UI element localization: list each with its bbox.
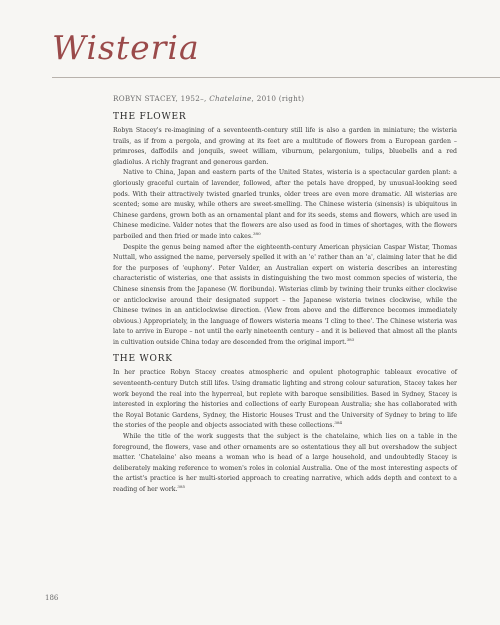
paragraph: While the title of the work suggests that the subject is the chatelaine, which lies on a table in the foreground, the flowers, vase and other ornaments are so ostentatious they all but overshadow the subject matter. 'Chatelaine' also means a woman who is head of a large household, and undoubtedly Stacey is deliberately making reference to women's roles in colonial Australia. One of the most interesting aspects of the artist's practice is her multi-storied approach to creating narrative, which adds depth and context to a reading of her work.$^{385}$ (113, 433, 457, 493)
page-number: 186 (45, 594, 59, 602)
credit-separator: , (204, 94, 207, 103)
credit-work-title: Chatelaine (209, 94, 252, 103)
paragraph: Robyn Stacey's re-imagining of a seventeenth-century still life is also a garden in miniature; the wisteria trails, as if from a pergola, and growing at its feet are a multitude of flowers from a European garden – primroses, daffodils and jonquils, sweet william, viburnum, pelargonium, tulips, bluebells and a red gladiolus. A richly fragrant and generous garden. (113, 127, 457, 166)
section-the-flower (113, 112, 457, 348)
section-heading: THE WORK (113, 354, 173, 365)
footnote-ref: 380 (253, 230, 261, 236)
paragraph: Native to China, Japan and eastern parts of the United States, wisteria is a spectacular garden plant: a gloriously graceful curtain of lavender, followed, after the petals have dropped, by unusual-looking seed pods. With their attractively twisted gnarled trunks, older trees are even more dramatic. All wisterias are scented; some are musky, while others are sweet-smelling. The Chinese wisteria (sinensis) is ubiquitous in Chinese gardens, grown both as an ornamental plant and for its seeds, stems and flowers, which are used in Chinese medicine. Valder notes that the flowers are also used as food in times of shortages, with the flowers parboiled and then fried or made into cakes.$^{380}$ (113, 169, 457, 240)
credit-artist: ROBYN STACEY, 1952– (113, 94, 205, 103)
page-title: Wisteria (52, 28, 200, 67)
section-the-work (113, 354, 457, 495)
credit-year-position: , 2010 (right) (251, 94, 305, 103)
section-heading: THE FLOWER (113, 112, 187, 122)
footnote-ref: 385 (177, 483, 186, 489)
footnote-ref: 384 (334, 420, 343, 426)
title-rule (52, 77, 500, 78)
artwork-credit (113, 94, 304, 103)
main-text (113, 106, 457, 496)
paragraph: In her practice Robyn Stacey creates atmospheric and opulent photographic tableaux evocative of seventeenth-century Dutch still lifes. Using dramatic lighting and strong colour saturation, Stacey takes her work beyond the real into the hyperreal, but replete with baroque sensibilities. Based in Sydney, Stacey is interested in exploring the histories and collections of early European Australia; she has collaborated with the Royal Botanic Gardens, Sydney, the Historic Houses Trust and the University of Sydney to bring to life the stories of the people and objects associated with these collections.$^{384}$ (113, 369, 457, 430)
footnote-ref: 383 (346, 336, 355, 342)
paragraph: Despite the genus being named after the eighteenth-century American physician Caspar Wistar, Thomas Nuttall, who assigned the name, perversely spelled it with an 'e' rather than an 'a', claiming later that he did for the purposes of 'euphony'. Peter Valder, an Australian expert on wisteria describes an interesting characteristic of wisterias, one that assists in distinguishing the two most common species of wisteria, the Chinese sinensis from the Japanese (W. floribunda). Wisterias climb by twining their trunks either clockwise or anticlockwise around their designated support – the Japanese wisteria twines clockwise, while the Chinese twines in an anticlockwise direction. (View from above and the difference becomes immediately obvious.) Appropriately, in the language of flowers wisteria means 'I cling to thee'. The Chinese wisteria was late to arrive in Europe – not until the early nineteenth century – and it is believed that almost all the plants in cultivation outside China today are descended from the original import.$^{383}$ (113, 243, 457, 346)
